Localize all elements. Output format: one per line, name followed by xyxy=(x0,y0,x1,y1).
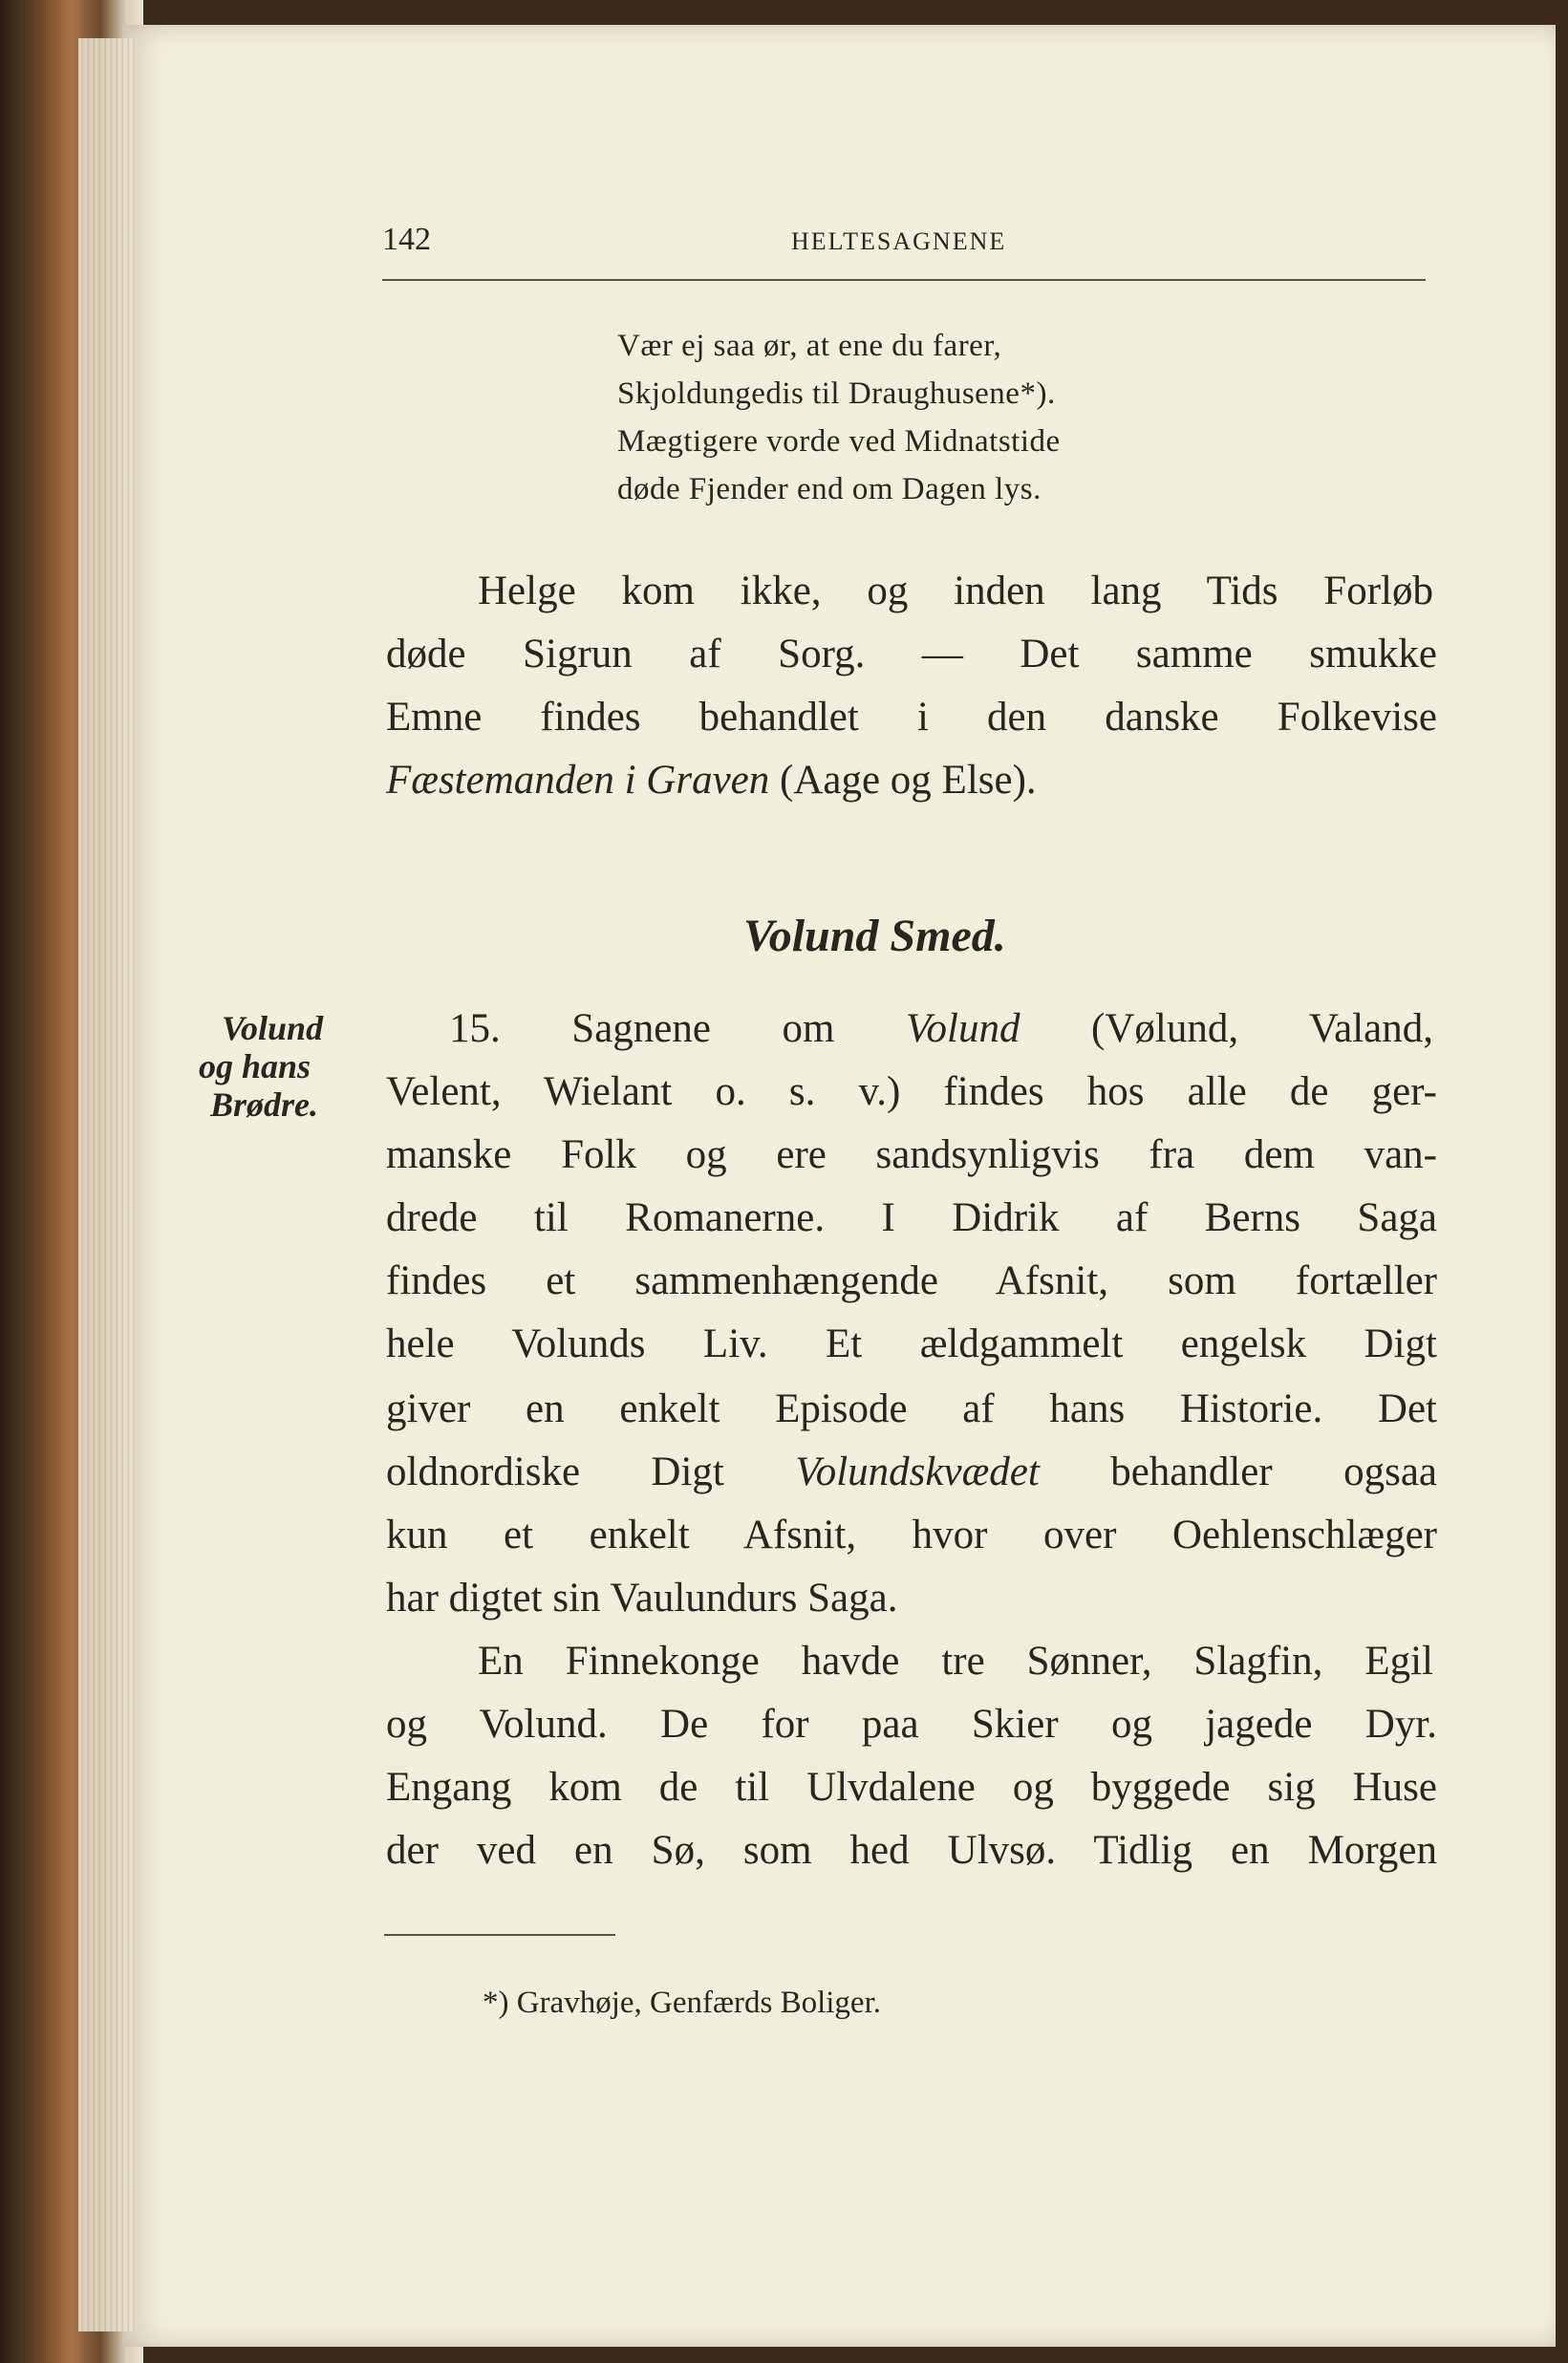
italic-name: Volund xyxy=(906,1006,1020,1051)
body-line: drede til Romanerne. I Didrik af Berns Saga xyxy=(386,1195,1437,1240)
body-line: der ved en Sø, som hed Ulvsø. Tidlig en Morgen xyxy=(386,1828,1437,1873)
running-head: HELTESAGNENE xyxy=(791,227,1007,255)
footnote: *) Gravhøje, Genfærds Boliger. xyxy=(483,1986,881,2020)
margin-note-line: Brødre. xyxy=(210,1085,319,1124)
body-line: har digtet sin Vaulundurs Saga. xyxy=(386,1576,898,1621)
text-span: behandler ogsaa xyxy=(1039,1450,1437,1494)
page-number: 142 xyxy=(382,222,431,257)
body-line: En Finnekonge havde tre Sønner, Slagfin, Egil xyxy=(478,1639,1433,1684)
margin-note-line: Volund xyxy=(222,1009,324,1047)
verse-line: Mægtigere vorde ved Midnatstide xyxy=(617,424,1061,459)
page-edges xyxy=(78,38,136,2331)
body-line xyxy=(449,1005,1433,1052)
section-title: Volund Smed. xyxy=(743,911,1006,961)
body-line: døde Sigrun af Sorg. — Det samme smukke xyxy=(386,632,1437,677)
text-span: (Aage og Else). xyxy=(769,758,1037,803)
body-line: giver en enkelt Episode af hans Historie. Det xyxy=(386,1386,1437,1431)
italic-title: Fæstemanden i Graven xyxy=(386,758,770,803)
section-number: 15. xyxy=(449,1006,501,1051)
body-line xyxy=(386,1449,1437,1495)
footnote-rule xyxy=(384,1934,615,1936)
margin-note-line: og hans xyxy=(199,1047,311,1085)
body-line: hele Volunds Liv. Et ældgammelt engelsk Digt xyxy=(386,1321,1437,1366)
body-line: Helge kom ikke, og inden lang Tids Forløb xyxy=(478,569,1433,613)
body-line: manske Folk og ere sandsynligvis fra dem van- xyxy=(386,1132,1437,1177)
italic-title: Volundskvædet xyxy=(795,1450,1040,1494)
header-rule xyxy=(382,279,1426,281)
body-line: kun et enkelt Afsnit, hvor over Oehlenschlæger xyxy=(386,1513,1437,1557)
text-span: (Vølund, Valand, xyxy=(1020,1006,1433,1051)
verse-line: Skjoldungedis til Draughusene*). xyxy=(617,376,1056,411)
text-span: oldnordiske Digt xyxy=(386,1450,796,1494)
body-line: findes et sammenhængende Afsnit, som fortæller xyxy=(386,1258,1437,1303)
verse-line: Vær ej saa ør, at ene du farer, xyxy=(617,329,1002,363)
body-line: Emne findes behandlet i den danske Folkevise xyxy=(386,695,1437,740)
body-line: og Volund. De for paa Skier og jagede Dyr. xyxy=(386,1702,1437,1747)
verse-line: døde Fjender end om Dagen lys. xyxy=(617,472,1042,506)
body-line: Engang kom de til Ulvdalene og byggede sig Huse xyxy=(386,1765,1437,1810)
text-span: Sagnene om xyxy=(500,1006,906,1051)
body-line: Velent, Wielant o. s. v.) findes hos alle de ger- xyxy=(386,1069,1437,1114)
body-line xyxy=(386,757,1437,804)
